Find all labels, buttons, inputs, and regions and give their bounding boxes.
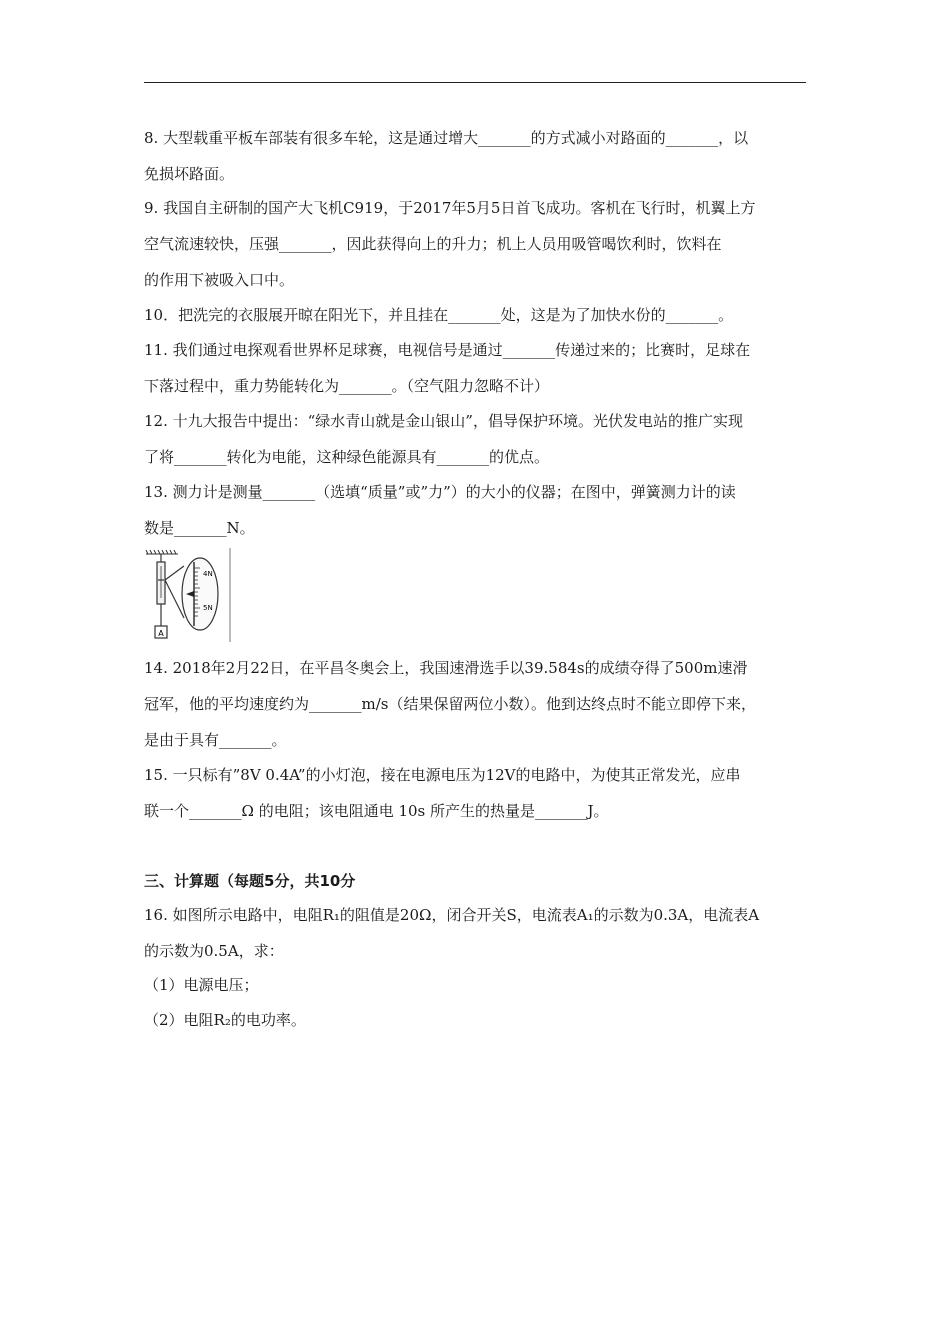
q13-line-2: 数是_______N。 xyxy=(144,519,255,537)
q14-line-1: 14. 2018年2月22日，在平昌冬奥会上，我国速滑选手以39.584s的成绩夺得了500m速滑 xyxy=(144,659,748,677)
q12-line-1: 12. 十九大报告中提出：“绿水青山就是金山银山”，倡导保护环境。光伏发电站的推广实现 xyxy=(144,412,743,430)
section-heading: 三、计算题（每题5分，共10分 xyxy=(144,872,356,890)
ceiling-support xyxy=(146,550,178,554)
q11-line-1: 11. 我们通过电探观看世界杯足球赛，电视信号是通过_______传递过来的；比赛时，足球在 xyxy=(144,341,751,359)
q10-line-1: 10．把洗完的衣服展开晾在阳光下，并且挂在_______处，这是为了加快水份的_______。 xyxy=(144,306,734,324)
q9-line-2: 空气流速较快，压强_______，因此获得向上的升力；机上人员用吸管喝饮利时，饮料在 xyxy=(144,235,722,253)
scale-label-4n: 4N xyxy=(203,570,213,578)
q16-line-1: 16. 如图所示电路中，电阻R₁的阻值是20Ω，闭合开关S，电流表A₁的示数为0.3A，电流表A xyxy=(144,906,760,924)
q16-sub-2: （2）电阻R₂的电功率。 xyxy=(144,1011,306,1029)
q16-line-2: 的示数为0.5A，求： xyxy=(144,942,284,960)
q13-line-1: 13. 测力计是测量_______（选填“质量”或”力”）的大小的仪器；在图中，弹簧测力计的读 xyxy=(144,483,736,501)
q15-line-2: 联一个_______Ω 的电阻；该电阻通电 10s 所产生的热量是_______J。 xyxy=(144,802,609,820)
spring-scale-figure xyxy=(144,548,234,642)
scale-label-5n: 5N xyxy=(203,604,213,612)
spring-scale-body xyxy=(157,554,165,626)
q14-line-3: 是由于具有_______。 xyxy=(144,731,287,749)
header-rule xyxy=(144,82,806,83)
q14-line-2: 冠军，他的平均速度约为_______m/s（结果保留两位小数）。他到达终点时不能立即停下来， xyxy=(144,695,756,713)
q9-line-3: 的作用下被吸入口中。 xyxy=(144,271,295,289)
q12-line-2: 了将_______转化为电能，这种绿色能源具有_______的优点。 xyxy=(144,448,550,466)
weight-label: A xyxy=(158,629,164,638)
q8-line-1: 8. 大型载重平板车部装有很多车轮，这是通过增大_______的方式减小对路面的_______，以 xyxy=(144,129,749,147)
q9-line-1: 9. 我国自主研制的国产大飞机C919，于2017年5月5日首飞成功。客机在飞行时，机翼上方 xyxy=(144,199,756,217)
q16-sub-1: （1）电源电压； xyxy=(144,976,259,994)
q11-line-2: 下落过程中，重力势能转化为_______。（空气阻力忽略不计） xyxy=(144,377,550,395)
q15-line-1: 15. 一只标有”8V 0.4A”的小灯泡，接在电源电压为12V的电路中，为使其正常发光，应串 xyxy=(144,766,741,784)
q8-line-2: 免损坏路面。 xyxy=(144,165,235,183)
magnified-dial xyxy=(165,558,218,630)
